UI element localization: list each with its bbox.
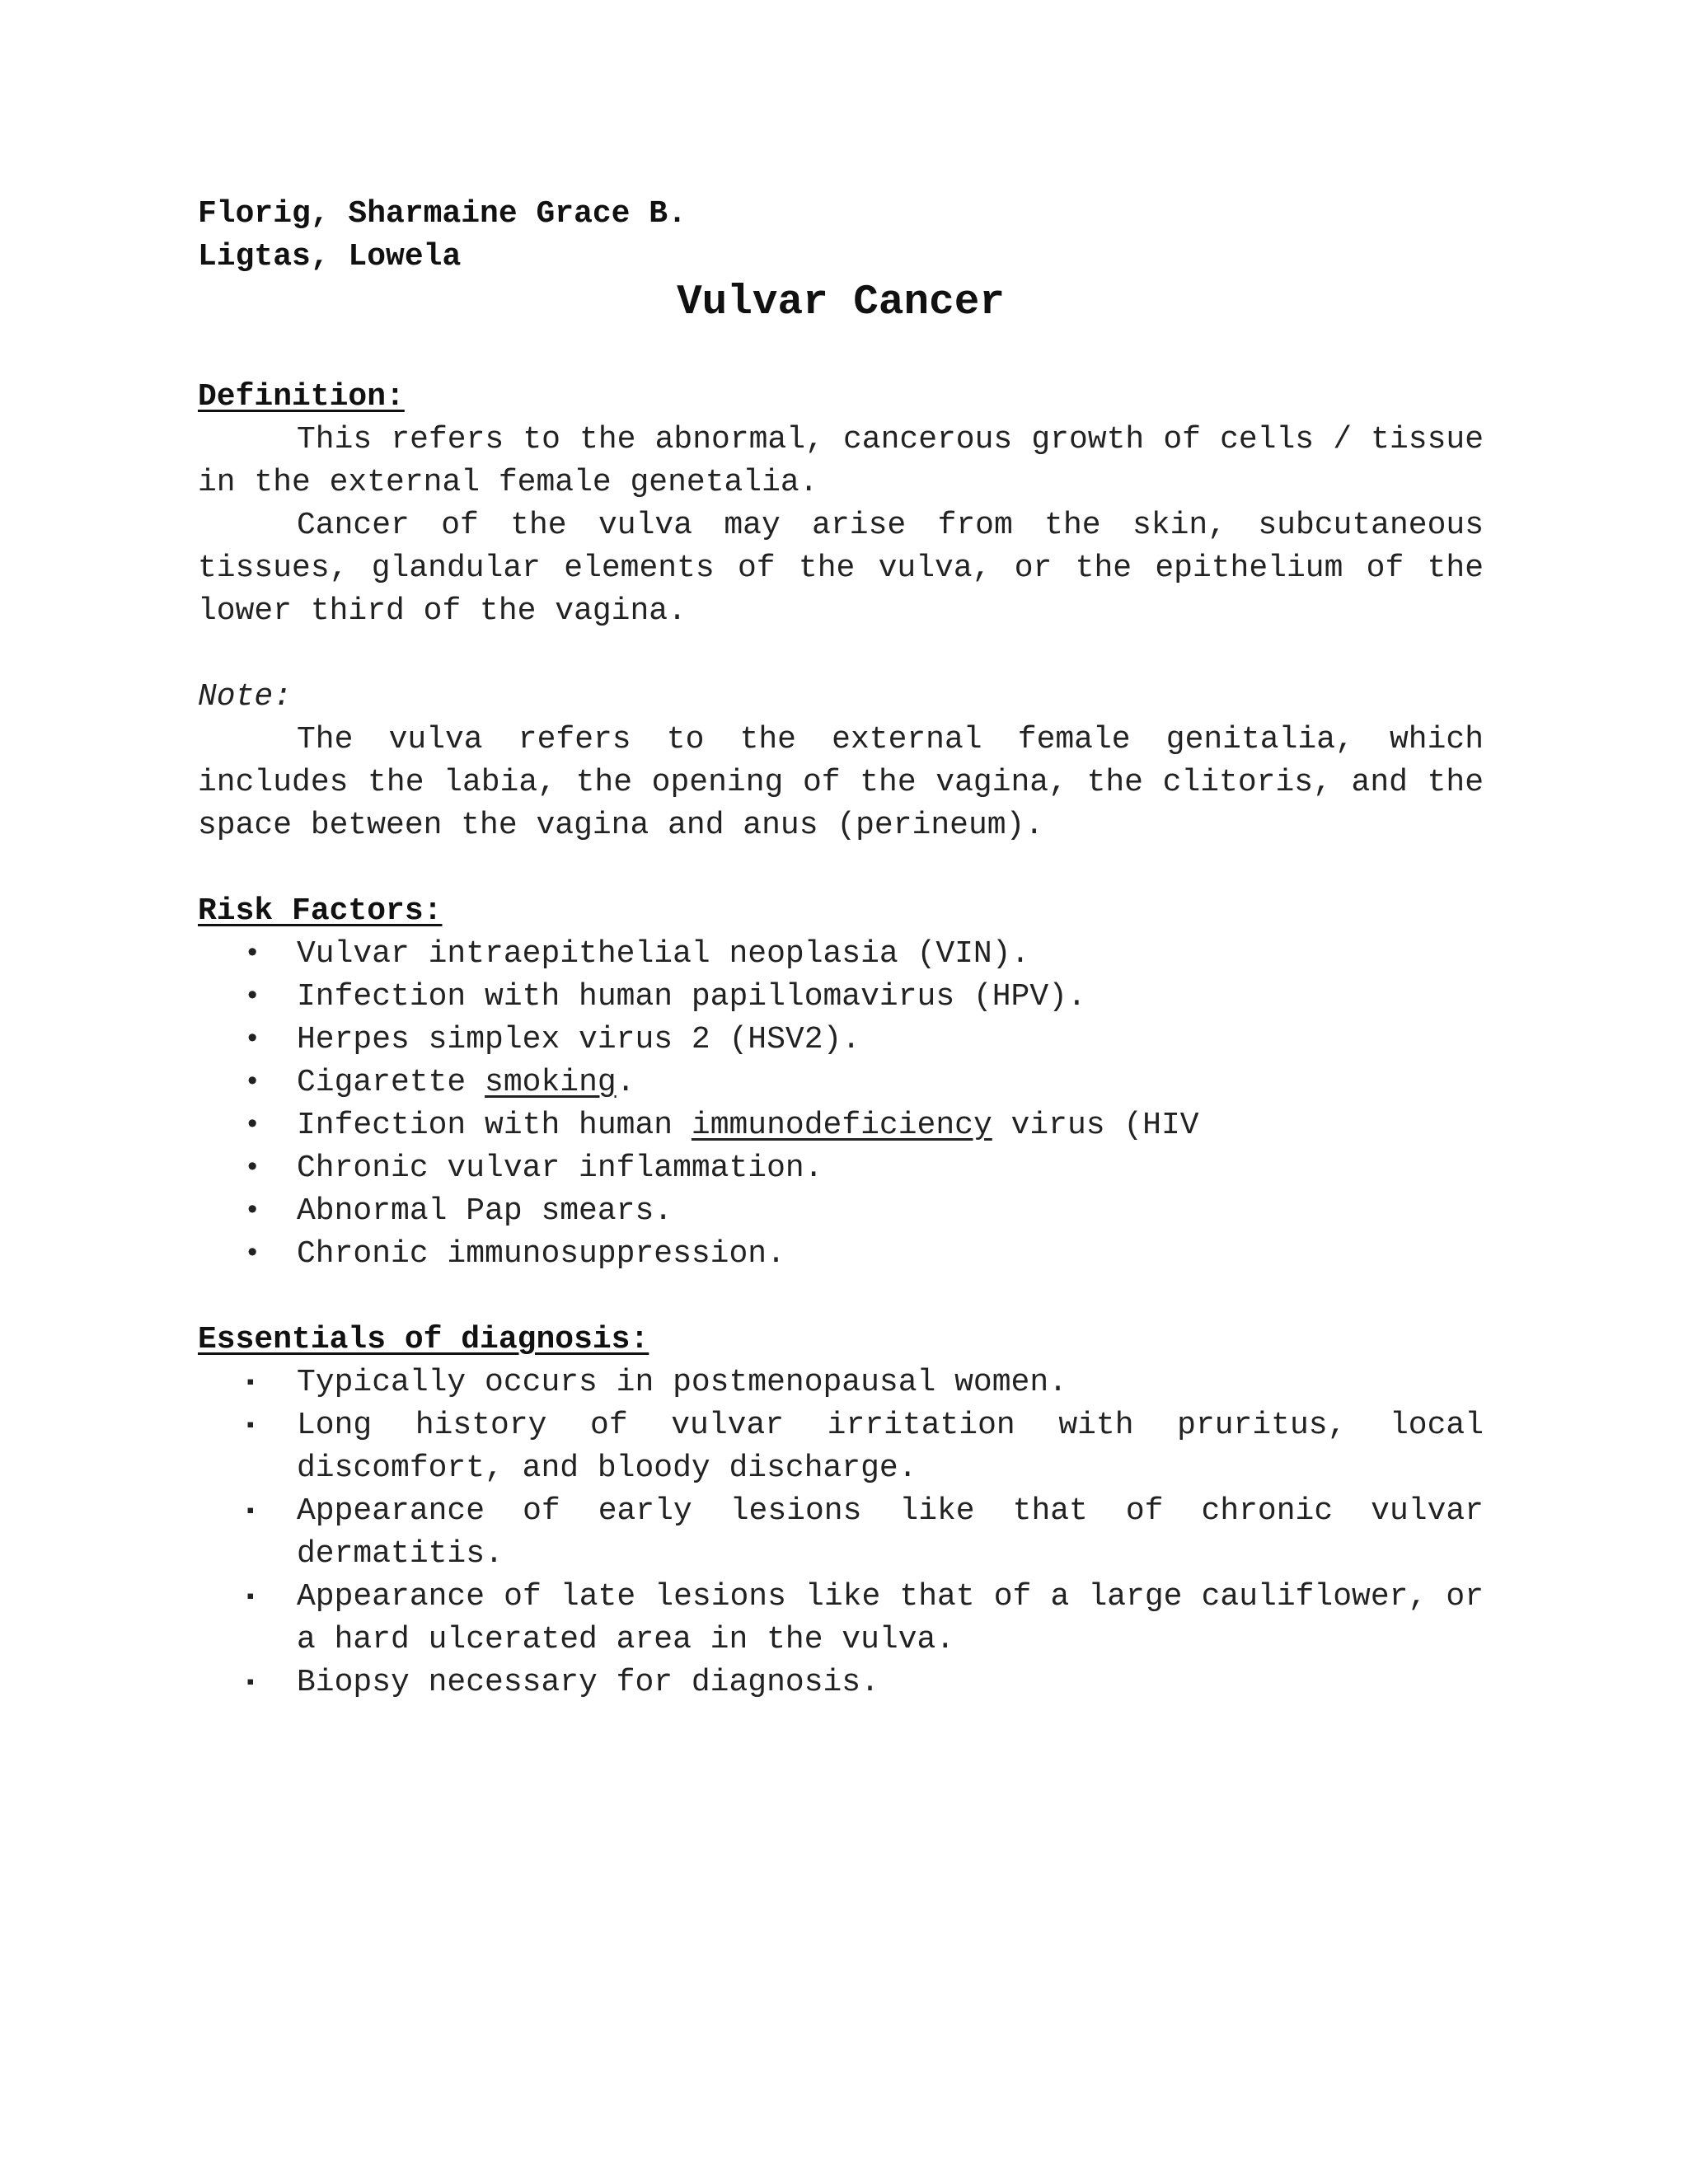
note-label: Note: — [198, 679, 293, 715]
list-item-text: Appearance of early lesions like that of chronic vulvar dermatitis. — [297, 1493, 1484, 1572]
bullet-icon: • — [244, 1024, 261, 1056]
list-item — [198, 976, 1484, 1019]
bullet-icon: • — [244, 982, 261, 1013]
definition-section — [198, 376, 1484, 633]
bullet-icon: • — [244, 1239, 261, 1270]
bullet-icon: • — [244, 1153, 261, 1184]
list-item — [198, 1190, 1484, 1233]
list-item — [198, 1147, 1484, 1190]
square-bullet-icon: ▪ — [244, 1413, 257, 1438]
spacer — [198, 633, 1484, 676]
list-item — [198, 1019, 1484, 1062]
list-item — [198, 1576, 1484, 1661]
list-item — [198, 1361, 1484, 1404]
risk-factors-list — [198, 933, 1484, 1276]
definition-paragraph: This refers to the abnormal, cancerous growth of cells / tissue in the external female genetalia. — [198, 422, 1484, 500]
essentials-heading: Essentials of diagnosis: — [198, 1322, 649, 1357]
list-item-text: Infection with human papillomavirus (HPV). — [297, 979, 1086, 1015]
list-item-text: Cigarette — [297, 1065, 485, 1100]
list-item — [198, 1062, 1484, 1104]
list-item-text: Biopsy necessary for diagnosis. — [297, 1665, 879, 1700]
square-bullet-icon: ▪ — [244, 1585, 257, 1610]
bullet-icon: • — [244, 1067, 261, 1099]
author-name: Ligtas, Lowela — [198, 239, 462, 274]
spacer — [198, 847, 1484, 890]
definition-paragraph: Cancer of the vulva may arise from the skin, subcutaneous tissues, glandular elements of the vulva, or the epithelium of the lower third of the vagina. — [198, 508, 1484, 629]
spell-check-underlined-word: smoking — [485, 1065, 617, 1100]
note-paragraph: The vulva refers to the external female genitalia, which includes the labia, the opening of the vagina, the clitoris, and the space between the vagina and anus (perineum). — [198, 722, 1484, 843]
note-section — [198, 676, 1484, 847]
list-item — [198, 1404, 1484, 1490]
list-item-text: Infection with human — [297, 1108, 692, 1143]
list-item — [198, 1490, 1484, 1576]
bullet-icon: • — [244, 939, 261, 970]
list-item-text: Chronic vulvar inflammation. — [297, 1151, 823, 1186]
list-item-text: virus (HIV — [992, 1108, 1199, 1143]
bullet-icon: • — [244, 1196, 261, 1227]
risk-factors-section — [198, 890, 1484, 1276]
document-title: Vulvar Cancer — [677, 279, 1005, 326]
list-item — [198, 1233, 1484, 1276]
square-bullet-icon: ▪ — [244, 1371, 257, 1395]
list-item-text: Appearance of late lesions like that of a large cauliflower, or a hard ulcerated area in the vulva. — [297, 1579, 1484, 1657]
spacer — [198, 1276, 1484, 1319]
list-item — [198, 1661, 1484, 1704]
list-item-text: Long history of vulvar irritation with pruritus, local discomfort, and bloody discharge. — [297, 1408, 1484, 1486]
bullet-icon: • — [244, 1110, 261, 1141]
list-item-text: . — [616, 1065, 635, 1100]
spell-check-underlined-word: immunodeficiency — [691, 1108, 992, 1143]
document-page — [198, 193, 1484, 1704]
list-item-text: Herpes simplex virus 2 (HSV2). — [297, 1022, 861, 1057]
list-item-text: Chronic immunosuppression. — [297, 1236, 785, 1272]
square-bullet-icon: ▪ — [244, 1671, 257, 1695]
author-name: Florig, Sharmaine Grace B. — [198, 196, 687, 232]
essentials-section — [198, 1319, 1484, 1704]
list-item-text: Vulvar intraepithelial neoplasia (VIN). — [297, 936, 1030, 972]
definition-heading: Definition: — [198, 379, 405, 415]
list-item — [198, 1104, 1484, 1147]
list-item-text: Typically occurs in postmenopausal women. — [297, 1365, 1067, 1400]
square-bullet-icon: ▪ — [244, 1499, 257, 1524]
list-item-text: Abnormal Pap smears. — [297, 1193, 673, 1229]
essentials-list — [198, 1361, 1484, 1704]
risk-factors-heading: Risk Factors: — [198, 893, 443, 929]
list-item — [198, 933, 1484, 976]
